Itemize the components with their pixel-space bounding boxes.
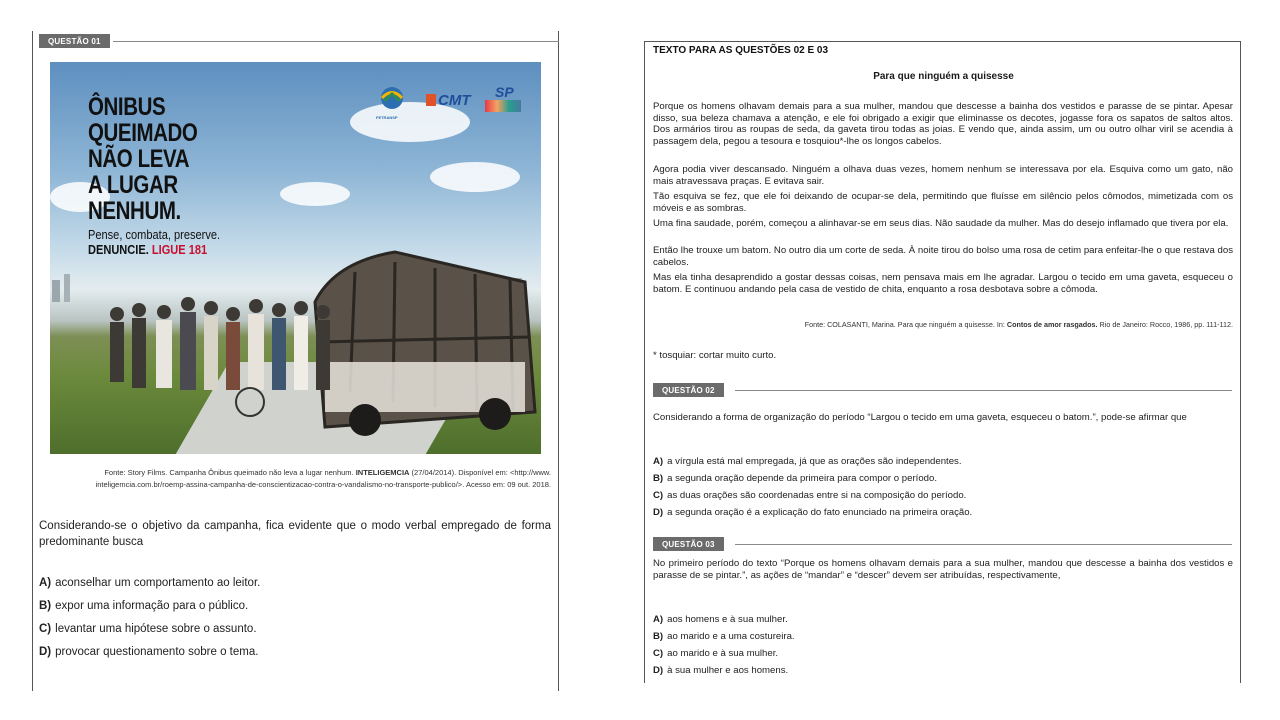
divider [735,544,1232,545]
poster-headline [88,94,244,224]
source-text: Fonte: COLASANTI, Marina. Para que ninguém a quisesse. In: [804,320,1007,329]
text-header: TEXTO PARA AS QUESTÕES 02 E 03 [653,45,829,56]
divider [735,390,1232,391]
q2-option-a[interactable] [653,456,962,467]
option-text: aconselhar um comportamento ao leitor. [55,577,261,589]
option-text: à sua mulher e aos homens. [667,665,789,676]
source-bold: Contos de amor rasgados. [1006,320,1098,329]
option-text: a segunda oração é a explicação do fato enunciado na primeira oração. [667,507,973,518]
option-letter: C) [39,623,52,635]
fetransp-logo-text: FETRANSP [376,115,398,120]
people-group-illustration [100,292,360,432]
cloud [280,182,350,206]
option-letter: B) [653,631,664,642]
option-text: aos homens e à sua mulher. [667,614,788,625]
option-letter: C) [653,648,664,659]
headline-line: ÔNIBUS [88,93,166,121]
cmt-logo [426,92,472,112]
option-letter: D) [39,646,52,658]
headline-line: NÃO LEVA [88,145,190,173]
poster-subline: Pense, combata, preserve. [88,227,221,242]
paragraph-4: Uma fina saudade, porém, começou a alinhavar-se em seus dias. Não saudade da mulher. Mas do desejo inflamado que tivera por ela. [653,218,1229,229]
q3-option-c[interactable] [653,648,778,659]
source-line-2: inteligemcia.com.br/roemp-assina-campanha-de-conscientizacao-contra-o-vandalismo-no-transporte-publico/>. Acesso em: 09 out. 2018. [95,480,551,489]
paragraph-2: Agora podia viver descansado. Ninguém a olhava duas vezes, homem nenhum se interessava por ela. Esquiva como um gato, não mais atravessava praças. E evitava sair. [653,164,1233,187]
cloud [430,162,520,192]
text-title: Para que ninguém a quisesse [873,71,1014,82]
right-page [644,41,1241,683]
sp-logo-text: SP [495,84,514,100]
paragraph-6: Mas ela tinha desaprendido a gostar dessas coisas, nem pensava mais em lhe agradar. Largou o tecido em uma gaveta, esqueceu o batom. E continuou andando pela casa de vestido de chita, enquanto a rosa desbotava sobre a cômoda. [653,272,1233,295]
poster-source [69,467,551,491]
question-tag-01: QUESTÃO 01 [39,34,110,48]
hotline-text: LIGUE 181 [151,242,208,257]
option-letter: B) [39,600,52,612]
option-c[interactable] [39,623,257,635]
cmt-logo-text: CMT [438,92,471,109]
option-text: ao marido e à sua mulher. [667,648,779,659]
paragraph-3: Tão esquiva se fez, que ele foi deixando de ocupar-se dela, permitindo que fluísse em silêncio pelos cômodos, mimetizada com os móveis e as sombras. [653,191,1233,214]
denuncie-text: DENUNCIE. [88,242,149,257]
option-d[interactable] [39,646,258,658]
option-text: ao marido e a uma costureira. [667,631,795,642]
option-text: a segunda oração depende da primeira para compor o período. [667,473,937,484]
question-01-text: Considerando-se o objetivo da campanha, fica evidente que o modo verbal empregado de forma predominante busca [39,520,551,548]
question-03-text: No primeiro período do texto “Porque os homens olhavam demais para a sua mulher, mandou que descesse a bainha dos vestidos e parasse de se pintar.”, as ações de “mandar” e “descer” devem ser atribuídas, respectivamente, [653,558,1233,581]
option-text: as duas orações são coordenadas entre si na composição do período. [667,490,967,501]
poster-call-to-action [88,242,258,257]
question-tag-03: QUESTÃO 03 [653,537,724,551]
q3-option-b[interactable] [653,631,795,642]
source-text: Rio de Janeiro: Rocco, 1986, pp. 111-112. [1097,320,1233,329]
option-letter: B) [653,473,664,484]
option-letter: C) [653,490,664,501]
source-text: Fonte: Story Films. Campanha Ônibus queimado não leva a lugar nenhum. [104,468,356,477]
q2-option-d[interactable] [653,507,972,518]
option-b[interactable] [39,600,248,612]
sp-logo [483,84,523,116]
q3-option-d[interactable] [653,665,788,676]
option-text: provocar questionamento sobre o tema. [55,646,259,658]
question-02-text: Considerando a forma de organização do período “Largou o tecido em uma gaveta, esqueceu o batom.”, pode-se afirmar que [653,412,1187,423]
text-source [653,320,1233,329]
option-letter: A) [653,456,664,467]
source-text: (27/04/2014). Disponível em: <http://www. [409,468,551,477]
headline-line: QUEIMADO [88,119,198,147]
paragraph-1: Porque os homens olhavam demais para a sua mulher, mandou que descesse a bainha dos vestidos e parasse de se pintar. Apesar disso, sua beleza chamava a atenção, e ele foi obrigado a exigir que eliminasse os decotes, jogasse fora os sapatos de saltos altos. Dos armários tirou as roupas de seda, da gaveta tirou todas as joias. E vendo que, ainda assim, um ou outro olhar viril se acendia à passagem dela, pegou a tesoura e tosquiou*-lhe os longos cabelos. [653,101,1233,147]
campaign-poster [50,62,541,454]
option-letter: A) [39,577,52,589]
option-text: expor uma informação para o público. [55,600,249,612]
left-page [32,31,559,691]
q3-option-a[interactable] [653,614,788,625]
option-letter: D) [653,665,664,676]
divider [113,41,559,42]
option-letter: A) [653,614,664,625]
option-text: a vírgula está mal empregada, já que as orações são independentes. [667,456,962,467]
option-letter: D) [653,507,664,518]
option-a[interactable] [39,577,260,589]
fetransp-logo [376,85,408,120]
source-line-1 [69,467,551,479]
q2-option-b[interactable] [653,473,937,484]
question-tag-02: QUESTÃO 02 [653,383,724,397]
source-bold: INTELIGEMCIA [355,468,410,477]
footnote: * tosquiar: cortar muito curto. [653,350,777,361]
headline-line: A LUGAR [88,171,178,199]
paragraph-5: Então lhe trouxe um batom. No outro dia um corte de seda. À noite tirou do bolso uma rosa de cetim para enfeitar-lhe o que restava dos cabelos. [653,245,1233,268]
headline-line: NENHUM. [88,197,181,225]
option-text: levantar uma hipótese sobre o assunto. [55,623,257,635]
q2-option-c[interactable] [653,490,966,501]
